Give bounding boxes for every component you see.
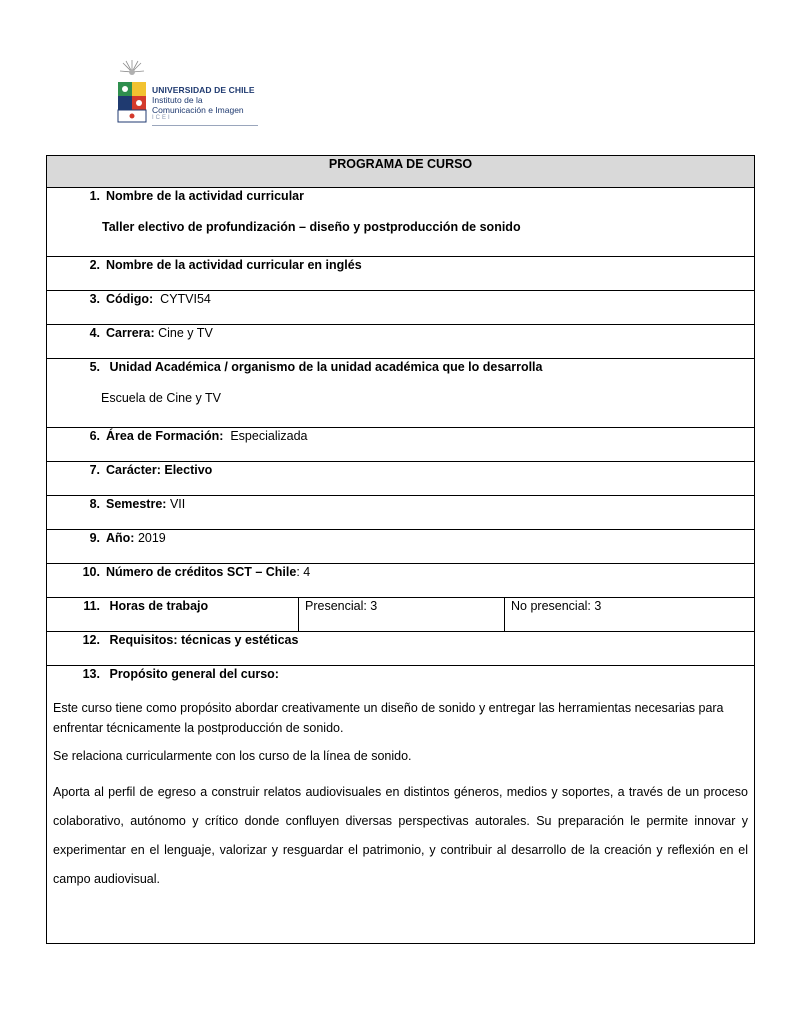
item-label: Número de créditos SCT – Chile [106, 565, 297, 579]
item-number: 5. [89, 360, 100, 374]
purpose-paragraph: Este curso tiene como propósito abordar creativamente un diseño de sonido y entregar las herramientas necesarias para enfrentar técnicamente la postproducción de sonido. [53, 701, 724, 735]
item-number: 6. [89, 429, 100, 443]
item-value: VII [169, 497, 186, 511]
institute-line-1: Instituto de la [152, 95, 203, 105]
table-row [47, 428, 755, 462]
institute-line-2: Comunicación e Imagen [152, 105, 244, 115]
item-label: Nombre de la actividad curricular en inglés [106, 258, 362, 272]
table-row [47, 462, 755, 496]
table-row [47, 564, 755, 598]
university-logo [112, 58, 262, 128]
item-label: Semestre: [106, 497, 167, 511]
university-name: UNIVERSIDAD DE CHILE [152, 85, 255, 95]
hours-no-presencial: No presencial: 3 [505, 598, 755, 632]
item-number: 1. [89, 189, 100, 203]
table-row [47, 598, 755, 632]
purpose-paragraph: Se relaciona curricularmente con los curso de la línea de sonido. [53, 749, 412, 763]
institute-acronym: ICEI [152, 115, 172, 121]
item-value: : 4 [296, 565, 311, 579]
item-value: 2019 [137, 531, 166, 545]
item-number: 10. [82, 565, 100, 579]
table-row [47, 291, 755, 325]
table-row [47, 530, 755, 564]
table-row [47, 325, 755, 359]
item-label: Requisitos: técnicas y estéticas [109, 633, 299, 647]
item-label: Área de Formación: [106, 429, 224, 443]
item-label: Código: [106, 292, 154, 306]
table-row [47, 188, 755, 257]
item-value: Especializada [230, 429, 308, 443]
item-number: 12. [82, 633, 100, 647]
item-label: Propósito general del curso: [109, 667, 279, 681]
item-label: Año: [106, 531, 135, 545]
item-label: Unidad Académica / organismo de la unidad académica que lo desarrolla [109, 360, 543, 374]
item-number: 3. [89, 292, 100, 306]
university-crest-icon [112, 58, 152, 128]
hours-presencial: Presencial: 3 [299, 598, 505, 632]
table-header-row [47, 156, 755, 188]
item-number: 11. [83, 599, 100, 613]
item-value: Cine y TV [158, 326, 213, 340]
item-value: Taller electivo de profundización – diseño y postproducción de sonido [102, 220, 521, 234]
purpose-paragraph: Aporta al perfil de egreso a construir relatos audiovisuales en distintos géneros, medios y soportes, a través de un proceso colaborativo, autónomo y crítico donde confluyen diversas perspectivas autorales. Su preparación le permite innovar y experimentar en el lenguaje, valorizar y resguardar el patrimonio, y contribuir al desarrollo de la creación y reflexión en el campo audiovisual. [53, 785, 749, 886]
item-number: 8. [89, 497, 100, 511]
table-row [47, 257, 755, 291]
item-value: CYTVI54 [160, 292, 211, 306]
item-label: Horas de trabajo [109, 599, 209, 613]
item-label: Carácter: Electivo [106, 463, 213, 477]
item-number: 7. [89, 463, 100, 477]
item-value: Escuela de Cine y TV [101, 391, 221, 405]
table-row [47, 496, 755, 530]
program-table [46, 155, 755, 944]
table-row [47, 359, 755, 428]
item-label: Carrera: [106, 326, 155, 340]
item-number: 13. [82, 667, 100, 681]
logo-divider [152, 125, 258, 126]
item-number: 9. [89, 531, 100, 545]
item-number: 2. [89, 258, 100, 272]
table-row [47, 632, 755, 666]
program-title: PROGRAMA DE CURSO [47, 156, 755, 188]
table-row [47, 666, 755, 944]
item-number: 4. [89, 326, 100, 340]
item-label: Nombre de la actividad curricular [106, 189, 304, 203]
